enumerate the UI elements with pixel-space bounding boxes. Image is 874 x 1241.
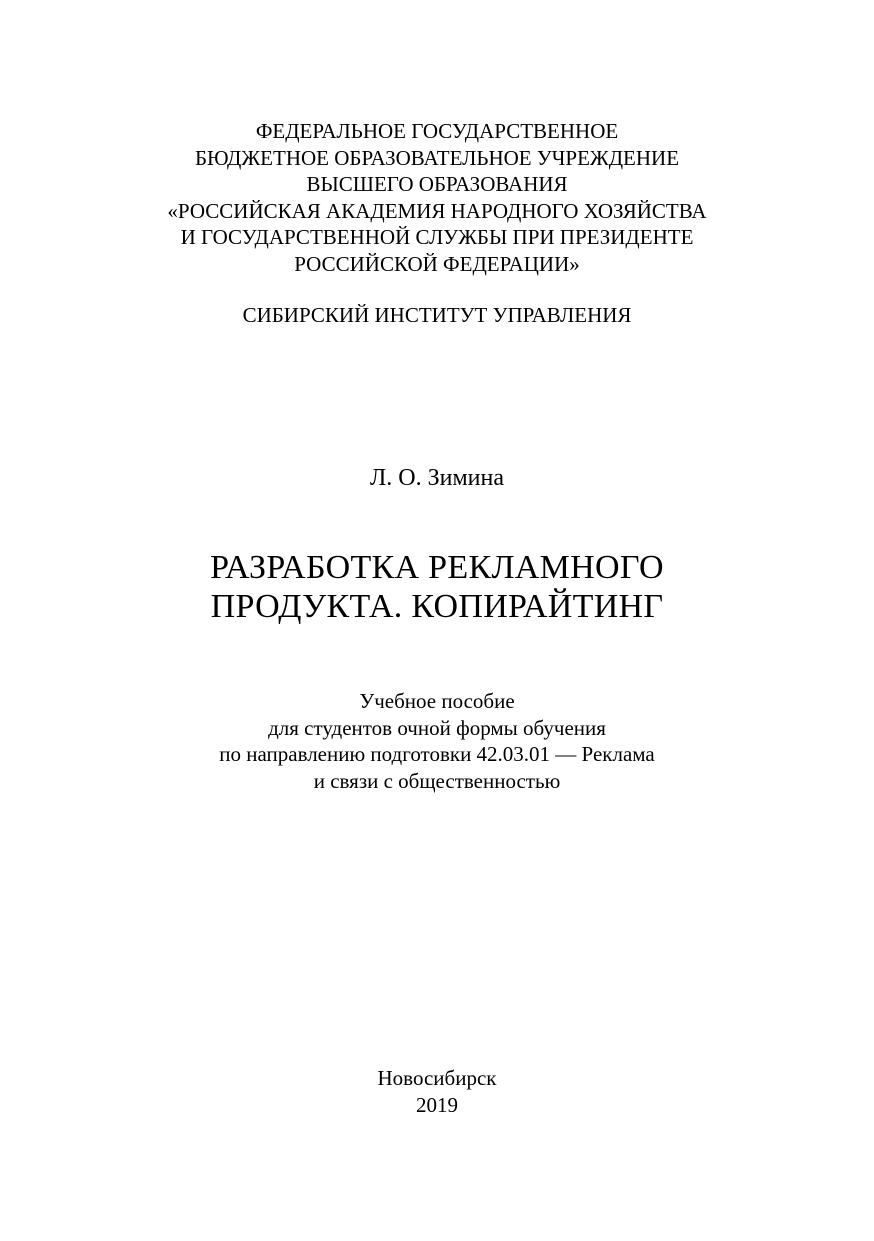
title-line: ПРОДУКТА. КОПИРАЙТИНГ	[210, 588, 664, 625]
subtitle-line: по направлению подготовки 42.03.01 — Реклама	[219, 742, 655, 766]
author-line: Л. О. Зимина	[369, 465, 504, 491]
subtitle-line: Учебное пособие	[359, 689, 515, 713]
institution-line: БЮДЖЕТНОЕ ОБРАЗОВАТЕЛЬНОЕ УЧРЕЖДЕНИЕ	[194, 145, 680, 170]
institution-line: РОССИЙСКОЙ ФЕДЕРАЦИИ»	[294, 251, 580, 276]
book-subtitle	[0, 688, 874, 794]
subtitle-line: для студентов очной формы обучения	[268, 715, 606, 740]
institution-line: «РОССИЙСКАЯ АКАДЕМИЯ НАРОДНОГО ХОЗЯЙСТВА	[167, 198, 707, 223]
institution-line: ВЫСШЕГО ОБРАЗОВАНИЯ	[306, 172, 568, 196]
imprint-city: Новосибирск	[377, 1066, 497, 1090]
subtitle-line: и связи с общественностью	[313, 768, 561, 793]
imprint	[0, 1065, 874, 1119]
book-title	[0, 548, 874, 626]
institute-line: СИБИРСКИЙ ИНСТИТУТ УПРАВЛЕНИЯ	[242, 303, 632, 327]
title-line: РАЗРАБОТКА РЕКЛАМНОГО	[210, 549, 664, 586]
imprint-year: 2019	[416, 1093, 458, 1117]
institution-header	[0, 118, 874, 277]
institution-line: И ГОСУДАРСТВЕННОЙ СЛУЖБЫ ПРИ ПРЕЗИДЕНТЕ	[180, 225, 694, 249]
institute-name	[0, 302, 874, 328]
institution-line: ФЕДЕРАЛЬНОЕ ГОСУДАРСТВЕННОЕ	[255, 119, 619, 143]
author-name	[0, 463, 874, 493]
